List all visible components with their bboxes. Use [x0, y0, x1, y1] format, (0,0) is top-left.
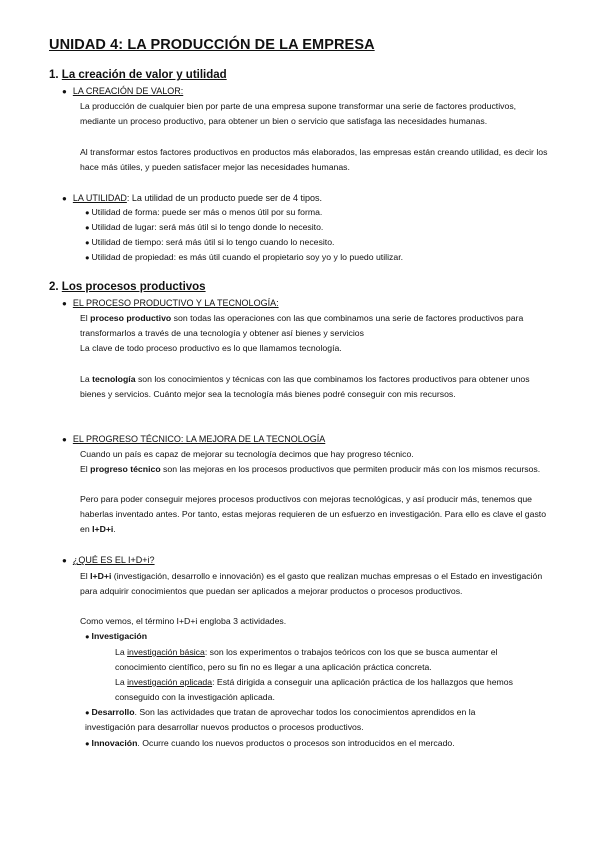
idi-paragraph-2: Como vemos, el término I+D+i engloba 3 actividades.	[80, 616, 287, 626]
utilidad-type-text: Utilidad de lugar: será más útil si lo tengo donde lo necesito.	[91, 222, 324, 232]
bullet-icon: ●	[85, 238, 90, 247]
proceso-paragraph-2: La clave de todo proceso productivo es lo que llamamos tecnología.	[80, 343, 342, 353]
section-1-number: 1.	[49, 69, 59, 81]
bold-term: tecnología	[92, 374, 136, 384]
bold-term: I+D+i	[90, 571, 112, 581]
proceso-paragraph-1	[80, 311, 550, 341]
idi-label: ¿QUÉ ES EL I+D+i?	[72, 555, 155, 565]
bullet-icon: ●	[62, 194, 67, 203]
utilidad-label: LA UTILIDAD	[72, 193, 127, 203]
text-span: .	[113, 524, 116, 535]
text-span: : son los experimentos o trabajos teóricos con los que se busca aumentar el conocimiento científico, pero su fin no es llegar a una aplicación práctica concreta.	[115, 647, 498, 673]
activity-label: Desarrollo	[91, 707, 135, 717]
text-span: El	[80, 313, 91, 323]
utilidad-type-item	[85, 252, 403, 262]
text-span: son todas las operaciones con las que combinamos una serie de factores productivos para transformarlos a través de una tecnología y obtener así bienes y servicios	[80, 313, 524, 339]
bullet-icon: ●	[85, 223, 90, 232]
section-1-heading	[49, 69, 227, 81]
utilidad-type-text: Utilidad de propiedad: es más útil cuando el propietario soy yo y lo puedo utilizar.	[91, 252, 404, 262]
bullet-icon: ●	[85, 253, 90, 262]
bullet-icon: ●	[85, 632, 90, 641]
utilidad-type-item	[85, 237, 334, 247]
investigacion-aplicada-paragraph	[115, 675, 525, 705]
bullet-icon: ●	[85, 208, 90, 217]
activity-label: Innovación	[91, 738, 138, 748]
creacion-valor-paragraph-2: Al transformar estos factores productivos en productos más elaborados, las empresas están creando utilidad, es decir los hace más útiles, y pueden satisfacer mejor las necesidades humanas.	[80, 147, 548, 173]
utilidad-type-item	[85, 222, 323, 232]
activity-desarrollo	[85, 705, 525, 735]
progreso-paragraph-2	[80, 462, 550, 477]
bullet-que-es-idi	[62, 555, 155, 565]
utilidad-type-text: Utilidad de tiempo: será más útil si lo tengo cuando lo necesito.	[91, 237, 335, 247]
bullet-icon: ●	[62, 435, 67, 444]
bullet-icon: ●	[62, 87, 67, 96]
section-1-title: La creación de valor y utilidad	[61, 69, 227, 81]
text-span: . Son las actividades que tratan de aprovechar todos los conocimientos aprendidos en la investigación para desarrollar nuevos productos o procesos productivos.	[85, 707, 476, 733]
section-2-heading	[49, 281, 206, 293]
bold-term: I+D+i	[92, 524, 114, 535]
bullet-proceso-productivo	[62, 298, 279, 308]
progreso-paragraph-1: Cuando un país es capaz de mejorar su tecnología decimos que hay progreso técnico.	[80, 449, 414, 459]
text-span: La	[80, 374, 93, 384]
text-span: La	[115, 647, 128, 657]
text-span: El	[80, 571, 91, 581]
activity-innovacion	[85, 738, 455, 748]
activity-label: Investigación	[91, 631, 148, 641]
utilidad-type-item	[85, 207, 322, 217]
creacion-valor-label: LA CREACIÓN DE VALOR:	[72, 86, 184, 96]
text-span: . Ocurre cuando los nuevos productos o procesos son introducidos en el mercado.	[137, 738, 455, 748]
underlined-term: investigación básica	[127, 647, 205, 657]
text-span: El	[80, 464, 91, 474]
activity-investigacion	[85, 631, 147, 641]
text-span: : Está dirigida a conseguir una aplicación práctica de los hallazgos que hemos conseguido con la investigación aplicada.	[115, 677, 513, 703]
investigacion-basica-paragraph	[115, 645, 525, 675]
bullet-icon: ●	[85, 739, 90, 748]
creacion-valor-paragraph-1: La producción de cualquier bien por parte de una empresa supone transformar una serie de factores productivos, mediante un proceso productivo, para obtener un bien o servicio que satisfaga las necesidades humanas.	[80, 101, 517, 127]
bullet-progreso-tecnico	[62, 434, 325, 444]
tecnologia-paragraph	[80, 372, 550, 402]
text-span: son las mejoras en los procesos productivos que permiten producir más con los mismos recursos.	[160, 464, 541, 474]
bold-term: proceso productivo	[90, 313, 172, 323]
bullet-icon: ●	[62, 299, 67, 308]
bullet-utilidad	[62, 193, 322, 203]
page-title: UNIDAD 4: LA PRODUCCIÓN DE LA EMPRESA	[49, 37, 375, 53]
text-span: La	[115, 677, 128, 687]
bold-term: progreso técnico	[90, 464, 161, 474]
underlined-term: investigación aplicada	[127, 677, 213, 687]
utilidad-text: : La utilidad de un producto puede ser de 4 tipos.	[126, 193, 323, 203]
idi-paragraph-1	[80, 569, 550, 599]
utilidad-type-text: Utilidad de forma: puede ser más o menos útil por su forma.	[91, 207, 323, 217]
bullet-icon: ●	[85, 708, 90, 717]
progreso-paragraph-3	[80, 492, 550, 538]
bullet-creacion-valor	[62, 86, 183, 96]
text-span: (investigación, desarrollo e innovación) es el gasto que realizan muchas empresas o el Estado en investigación para adquirir conocimientos que puedan ser aplicados a mejorar productos o procesos productivos.	[80, 571, 543, 597]
proceso-label: EL PROCESO PRODUCTIVO Y LA TECNOLOGÍA:	[72, 298, 279, 308]
section-2-number: 2.	[49, 281, 59, 293]
text-span: son los conocimientos y técnicas con las que combinamos los factores productivos para obtener unos bienes y servicios. Cuánto mejor sea la tecnología más bienes podré conseguir con mis recursos.	[80, 374, 530, 400]
text-span: Pero para poder conseguir mejores procesos productivos con mejoras tecnológicas, y así producir más, tenemos que haberlas inventado antes. Por tanto, estas mejoras requieren de un esfuerzo en investigación. Para ello es clave el gasto en	[80, 494, 547, 535]
progreso-label: EL PROGRESO TÉCNICO: LA MEJORA DE LA TECNOLOGÍA	[72, 434, 326, 444]
bullet-icon: ●	[62, 556, 67, 565]
section-2-title: Los procesos productivos	[61, 281, 206, 293]
